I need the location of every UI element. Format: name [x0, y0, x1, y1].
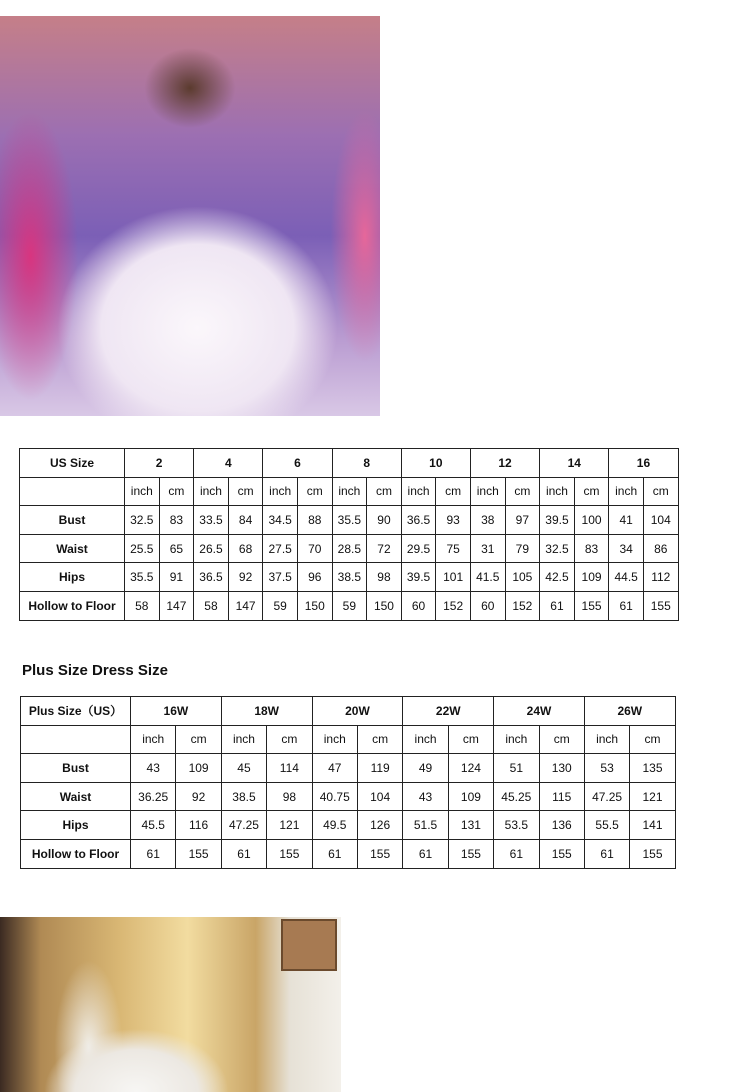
table-cell: 155 [448, 839, 493, 868]
table-cell: 155 [357, 839, 402, 868]
unit-inch: inch [470, 477, 505, 506]
size-column-header: 16W [131, 697, 222, 726]
size-header-label: Plus Size（US） [21, 697, 131, 726]
table-cell: 49.5 [312, 811, 357, 840]
table-cell: 136 [539, 811, 584, 840]
row-label: Hips [21, 811, 131, 840]
table-cell: 28.5 [332, 534, 367, 563]
table-cell: 155 [630, 839, 675, 868]
table-cell: 150 [367, 591, 402, 620]
table-cell: 49 [403, 754, 448, 783]
table-cell: 27.5 [263, 534, 298, 563]
table-cell: 59 [332, 591, 367, 620]
table-cell: 68 [228, 534, 263, 563]
table-cell: 155 [574, 591, 609, 620]
unit-row [21, 725, 676, 754]
unit-cm: cm [539, 725, 584, 754]
table-cell: 114 [267, 754, 312, 783]
table-cell: 37.5 [263, 563, 298, 592]
table-cell: 115 [539, 782, 584, 811]
table-cell: 152 [436, 591, 471, 620]
table-cell: 104 [357, 782, 402, 811]
table-cell: 109 [574, 563, 609, 592]
table-cell: 51.5 [403, 811, 448, 840]
table-cell: 75 [436, 534, 471, 563]
table-cell: 92 [228, 563, 263, 592]
table-cell: 39.5 [401, 563, 436, 592]
table-cell: 35.5 [332, 506, 367, 535]
unit-inch: inch [494, 725, 539, 754]
table-cell: 61 [131, 839, 176, 868]
table-cell: 35.5 [125, 563, 160, 592]
unit-cm: cm [357, 725, 402, 754]
table-cell: 88 [297, 506, 332, 535]
table-cell: 61 [584, 839, 629, 868]
table-cell: 90 [367, 506, 402, 535]
table-cell: 131 [448, 811, 493, 840]
table-cell: 26.5 [194, 534, 229, 563]
unit-inch: inch [263, 477, 298, 506]
table-cell: 47.25 [584, 782, 629, 811]
table-cell: 65 [159, 534, 194, 563]
plus-size-heading: Plus Size Dress Size [22, 662, 168, 679]
table-cell: 104 [643, 506, 678, 535]
unit-cm: cm [436, 477, 471, 506]
row-label: Hollow to Floor [21, 839, 131, 868]
table-cell: 121 [267, 811, 312, 840]
size-column-header: 26W [584, 697, 675, 726]
unit-cm: cm [159, 477, 194, 506]
table-cell: 38.5 [332, 563, 367, 592]
table-cell: 45.5 [131, 811, 176, 840]
unit-inch: inch [221, 725, 266, 754]
table-cell: 150 [297, 591, 332, 620]
table-cell: 79 [505, 534, 540, 563]
table-cell: 34.5 [263, 506, 298, 535]
table-row [21, 839, 676, 868]
size-column-header: 24W [494, 697, 585, 726]
table-cell: 70 [297, 534, 332, 563]
table-cell: 109 [176, 754, 221, 783]
unit-cm: cm [367, 477, 402, 506]
table-cell: 126 [357, 811, 402, 840]
unit-inch: inch [125, 477, 160, 506]
table-cell: 72 [367, 534, 402, 563]
table-cell: 58 [194, 591, 229, 620]
table-cell: 38 [470, 506, 505, 535]
unit-row-blank [21, 725, 131, 754]
unit-cm: cm [176, 725, 221, 754]
table-cell: 147 [159, 591, 194, 620]
table-cell: 83 [159, 506, 194, 535]
unit-inch: inch [194, 477, 229, 506]
size-header-row [20, 449, 679, 478]
table-cell: 92 [176, 782, 221, 811]
table-row [20, 563, 679, 592]
unit-inch: inch [540, 477, 575, 506]
unit-cm: cm [448, 725, 493, 754]
unit-inch: inch [403, 725, 448, 754]
table-cell: 43 [131, 754, 176, 783]
unit-inch: inch [584, 725, 629, 754]
unit-inch: inch [332, 477, 367, 506]
table-cell: 105 [505, 563, 540, 592]
row-label: Hollow to Floor [20, 591, 125, 620]
table-cell: 61 [540, 591, 575, 620]
size-column-header: 14 [540, 449, 609, 478]
size-column-header: 10 [401, 449, 470, 478]
table-row [21, 811, 676, 840]
us-size-table [19, 448, 679, 621]
table-cell: 42.5 [540, 563, 575, 592]
table-cell: 98 [267, 782, 312, 811]
unit-cm: cm [228, 477, 263, 506]
table-cell: 61 [609, 591, 644, 620]
row-label: Hips [20, 563, 125, 592]
table-cell: 33.5 [194, 506, 229, 535]
table-cell: 60 [401, 591, 436, 620]
table-row [20, 534, 679, 563]
unit-inch: inch [401, 477, 436, 506]
size-header-label: US Size [20, 449, 125, 478]
table-cell: 36.25 [131, 782, 176, 811]
table-cell: 43 [403, 782, 448, 811]
table-cell: 53 [584, 754, 629, 783]
table-cell: 25.5 [125, 534, 160, 563]
table-cell: 86 [643, 534, 678, 563]
size-column-header: 2 [125, 449, 194, 478]
table-cell: 47.25 [221, 811, 266, 840]
unit-inch: inch [312, 725, 357, 754]
unit-inch: inch [609, 477, 644, 506]
table-cell: 109 [448, 782, 493, 811]
row-label: Bust [21, 754, 131, 783]
wedding-dress-photo-top [0, 16, 380, 416]
table-cell: 96 [297, 563, 332, 592]
plus-size-table [20, 696, 676, 869]
table-row [21, 782, 676, 811]
table-cell: 55.5 [584, 811, 629, 840]
table-cell: 44.5 [609, 563, 644, 592]
table-cell: 119 [357, 754, 402, 783]
framed-picture [281, 919, 337, 971]
table-cell: 130 [539, 754, 584, 783]
table-cell: 31 [470, 534, 505, 563]
table-cell: 98 [367, 563, 402, 592]
unit-cm: cm [267, 725, 312, 754]
table-cell: 152 [505, 591, 540, 620]
table-row [20, 591, 679, 620]
unit-cm: cm [643, 477, 678, 506]
table-cell: 45.25 [494, 782, 539, 811]
size-column-header: 12 [470, 449, 539, 478]
table-cell: 61 [312, 839, 357, 868]
table-cell: 112 [643, 563, 678, 592]
table-cell: 141 [630, 811, 675, 840]
unit-inch: inch [131, 725, 176, 754]
table-cell: 97 [505, 506, 540, 535]
table-cell: 155 [176, 839, 221, 868]
unit-cm: cm [505, 477, 540, 506]
table-cell: 32.5 [125, 506, 160, 535]
table-cell: 101 [436, 563, 471, 592]
table-cell: 124 [448, 754, 493, 783]
size-column-header: 16 [609, 449, 678, 478]
table-cell: 155 [267, 839, 312, 868]
size-column-header: 6 [263, 449, 332, 478]
table-cell: 34 [609, 534, 644, 563]
table-cell: 100 [574, 506, 609, 535]
size-header-row [21, 697, 676, 726]
table-cell: 61 [494, 839, 539, 868]
table-cell: 60 [470, 591, 505, 620]
table-cell: 32.5 [540, 534, 575, 563]
table-cell: 36.5 [194, 563, 229, 592]
table-cell: 84 [228, 506, 263, 535]
table-cell: 121 [630, 782, 675, 811]
table-cell: 41 [609, 506, 644, 535]
table-cell: 93 [436, 506, 471, 535]
row-label: Waist [20, 534, 125, 563]
table-cell: 116 [176, 811, 221, 840]
size-column-header: 4 [194, 449, 263, 478]
table-cell: 41.5 [470, 563, 505, 592]
row-label: Waist [21, 782, 131, 811]
table-cell: 83 [574, 534, 609, 563]
size-column-header: 8 [332, 449, 401, 478]
table-cell: 39.5 [540, 506, 575, 535]
unit-row [20, 477, 679, 506]
table-cell: 53.5 [494, 811, 539, 840]
size-column-header: 18W [221, 697, 312, 726]
unit-row-blank [20, 477, 125, 506]
table-cell: 47 [312, 754, 357, 783]
size-column-header: 22W [403, 697, 494, 726]
wedding-couple-photo-bottom [0, 917, 341, 1092]
table-cell: 91 [159, 563, 194, 592]
table-row [21, 754, 676, 783]
size-column-header: 20W [312, 697, 403, 726]
unit-cm: cm [574, 477, 609, 506]
table-cell: 38.5 [221, 782, 266, 811]
table-cell: 147 [228, 591, 263, 620]
table-cell: 36.5 [401, 506, 436, 535]
table-cell: 51 [494, 754, 539, 783]
row-label: Bust [20, 506, 125, 535]
table-row [20, 506, 679, 535]
table-cell: 135 [630, 754, 675, 783]
table-cell: 61 [221, 839, 266, 868]
table-cell: 155 [539, 839, 584, 868]
table-cell: 29.5 [401, 534, 436, 563]
table-cell: 40.75 [312, 782, 357, 811]
unit-cm: cm [297, 477, 332, 506]
unit-cm: cm [630, 725, 675, 754]
table-cell: 58 [125, 591, 160, 620]
table-cell: 59 [263, 591, 298, 620]
table-cell: 61 [403, 839, 448, 868]
table-cell: 155 [643, 591, 678, 620]
table-cell: 45 [221, 754, 266, 783]
